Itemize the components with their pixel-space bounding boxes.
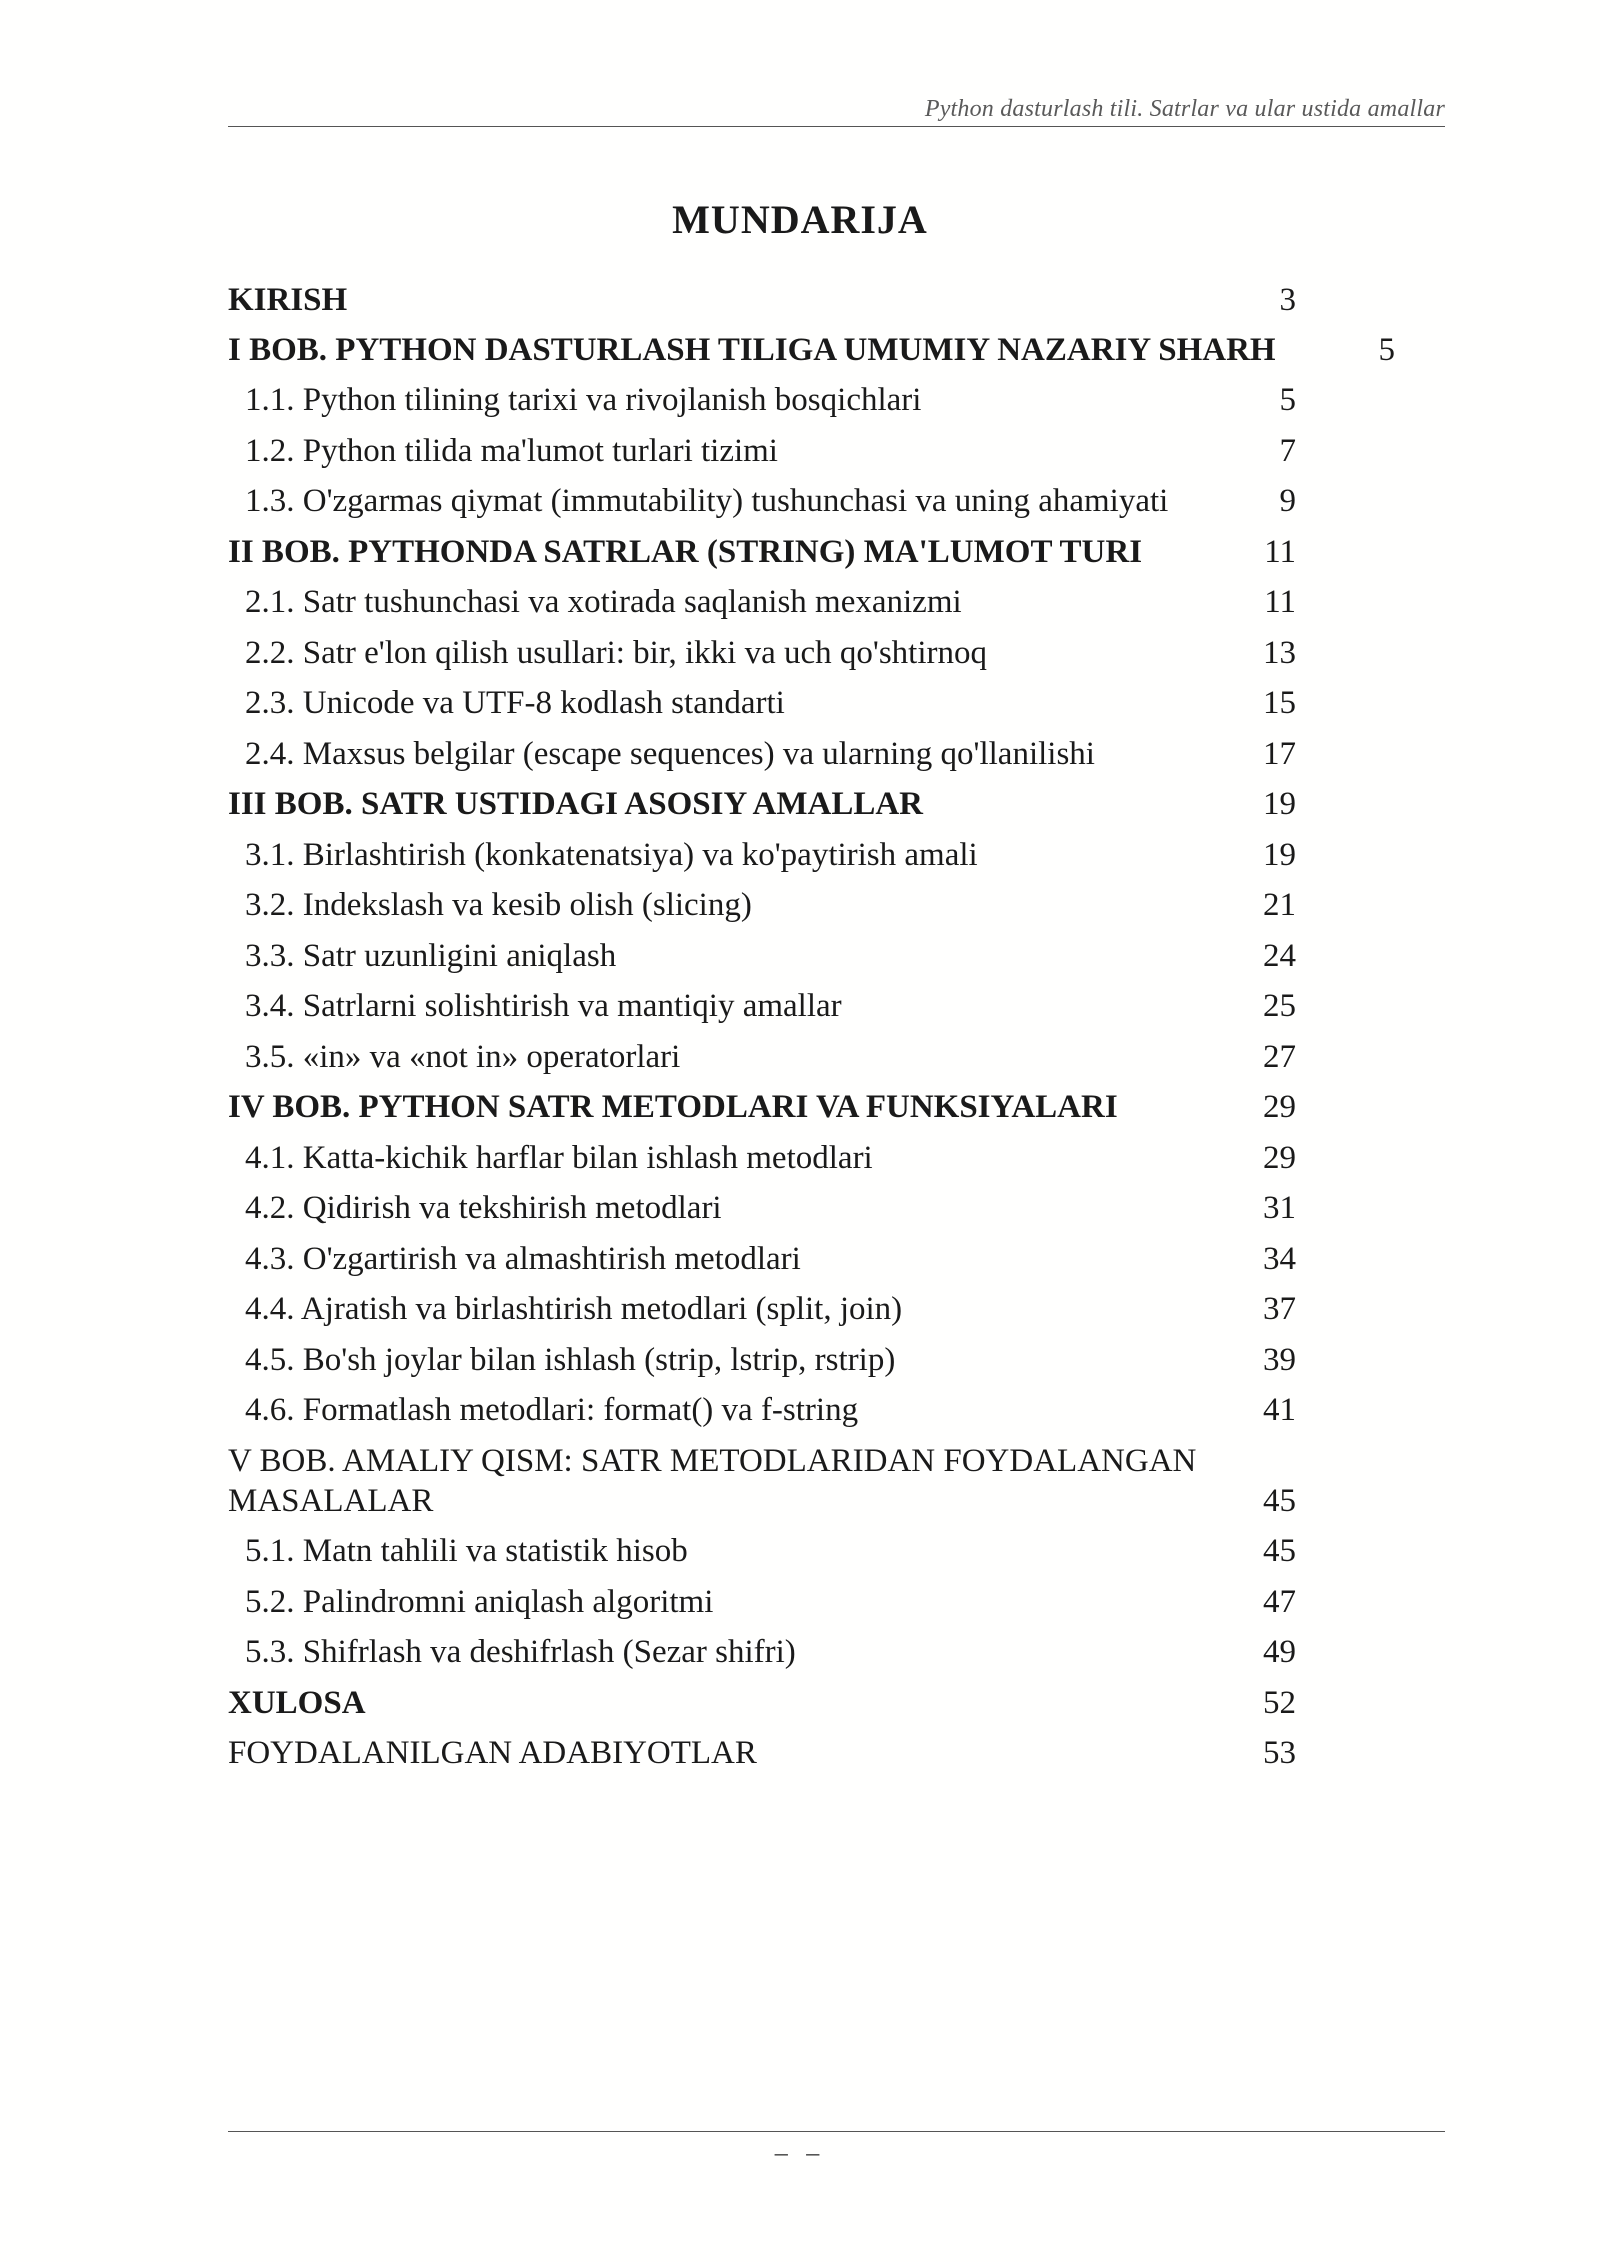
toc-entry-section: 5.2. Palindromni aniqlash algoritmi: [245, 1584, 714, 1620]
toc-entry-section: 4.4. Ajratish va birlashtirish metodlari (split, join): [245, 1291, 903, 1327]
footer-rule: [228, 2131, 1445, 2132]
toc-entry-section: 4.2. Qidirish va tekshirish metodlari: [245, 1190, 722, 1226]
toc-entry-chapter-4: IV BOB. PYTHON SATR METODLARI VA FUNKSIYALARI: [228, 1089, 1118, 1125]
toc-entry-section: 3.4. Satrlarni solishtirish va mantiqiy amallar: [245, 988, 842, 1024]
toc-entry-chapter-2: II BOB. PYTHONDA SATRLAR (STRING) MA'LUMOT TURI: [228, 534, 1143, 570]
toc-page-number: 13: [1263, 635, 1296, 671]
toc-entry-section: 5.3. Shifrlash va deshifrlash (Sezar shifri): [245, 1634, 796, 1670]
toc-entry-section: 3.2. Indekslash va kesib olish (slicing): [245, 887, 752, 923]
toc-entry-xulosa: XULOSA: [228, 1685, 366, 1721]
toc-page-number: 39: [1263, 1342, 1296, 1378]
toc-page-number: 24: [1263, 938, 1296, 974]
toc-entry-section: 3.5. «in» va «not in» operatorlari: [245, 1039, 681, 1075]
header-rule: [228, 126, 1445, 127]
running-header: Python dasturlash tili. Satrlar va ular ustida amallar: [924, 96, 1445, 122]
toc-page-number: 19: [1263, 786, 1296, 822]
toc-entry-section: 2.2. Satr e'lon qilish usullari: bir, ikki va uch qo'shtirnoq: [245, 635, 988, 671]
toc-entry-section: 1.2. Python tilida ma'lumot turlari tizimi: [245, 433, 778, 469]
toc-entry-section: 1.3. O'zgarmas qiymat (immutability) tushunchasi va uning ahamiyati: [245, 483, 1169, 519]
toc-page-number: 3: [1279, 282, 1296, 318]
toc-entry-section: 3.1. Birlashtirish (konkatenatsiya) va ko'paytirish amali: [245, 837, 978, 873]
toc-entry-section: 5.1. Matn tahlili va statistik hisob: [245, 1533, 688, 1569]
toc-page-number: 5: [1279, 382, 1296, 418]
toc-page-number: 52: [1263, 1685, 1296, 1721]
toc-entry-section: 4.5. Bo'sh joylar bilan ishlash (strip, lstrip, rstrip): [245, 1342, 896, 1378]
toc-entry-section: 2.1. Satr tushunchasi va xotirada saqlanish mexanizmi: [245, 584, 962, 620]
toc-page-number: 41: [1263, 1392, 1296, 1428]
toc-page-number: 21: [1263, 887, 1296, 923]
toc-entry-chapter-5-cont: MASALALAR: [228, 1483, 434, 1519]
toc-entry-chapter-5: V BOB. AMALIY QISM: SATR METODLARIDAN FOYDALANGAN: [228, 1443, 1197, 1479]
toc-page-number: 29: [1263, 1140, 1296, 1176]
toc-page-number: 17: [1263, 736, 1296, 772]
toc-entry-references: FOYDALANILGAN ADABIYOTLAR: [228, 1735, 757, 1771]
toc-page-number: 15: [1263, 685, 1296, 721]
toc-entry-chapter-1: I BOB. PYTHON DASTURLASH TILIGA UMUMIY NAZARIY SHARH: [228, 332, 1276, 368]
toc-page-number: 29: [1263, 1089, 1296, 1125]
toc-entry-section: 3.3. Satr uzunligini aniqlash: [245, 938, 617, 974]
toc-entry-section: 2.3. Unicode va UTF-8 kodlash standarti: [245, 685, 785, 721]
toc-entry-chapter-3: III BOB. SATR USTIDAGI ASOSIY AMALLAR: [228, 786, 924, 822]
toc-page-number: 5: [1378, 332, 1395, 368]
toc-title: MUNDARIJA: [672, 197, 928, 242]
toc-page-number: 45: [1263, 1533, 1296, 1569]
toc-page-number: 19: [1263, 837, 1296, 873]
toc-page-number: 53: [1263, 1735, 1296, 1771]
toc-page-number: 31: [1263, 1190, 1296, 1226]
toc-page-number: 25: [1263, 988, 1296, 1024]
toc-entry-section: 4.1. Katta-kichik harflar bilan ishlash metodlari: [245, 1140, 873, 1176]
toc-page-number: 49: [1263, 1634, 1296, 1670]
toc-page-number: 45: [1263, 1483, 1296, 1519]
toc-page-number: 11: [1264, 584, 1296, 620]
toc-entry-section: 4.6. Formatlash metodlari: format() va f-string: [245, 1392, 859, 1428]
toc-entry-section: 4.3. O'zgartirish va almashtirish metodlari: [245, 1241, 801, 1277]
toc-entry-kirish: KIRISH: [228, 282, 348, 318]
toc-entry-section: 1.1. Python tilining tarixi va rivojlanish bosqichlari: [245, 382, 922, 418]
page-number-marker: – –: [774, 2138, 826, 2167]
toc-page-number: 7: [1279, 433, 1296, 469]
toc-page-number: 11: [1264, 534, 1296, 570]
toc-page-number: 9: [1279, 483, 1296, 519]
toc-page-number: 47: [1263, 1584, 1296, 1620]
toc-page-number: 27: [1263, 1039, 1296, 1075]
toc-entry-section: 2.4. Maxsus belgilar (escape sequences) va ularning qo'llanilishi: [245, 736, 1095, 772]
toc-page-number: 37: [1263, 1291, 1296, 1327]
toc-page-number: 34: [1263, 1241, 1296, 1277]
